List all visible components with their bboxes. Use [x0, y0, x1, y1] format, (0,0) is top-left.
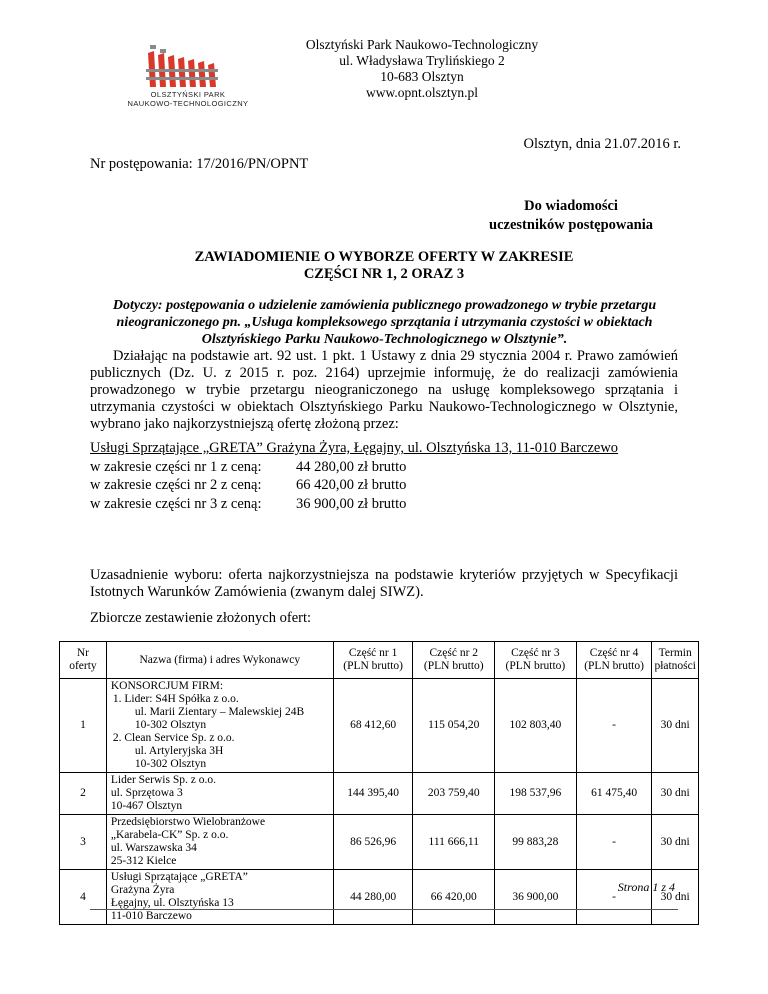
- table-row: [60, 870, 699, 925]
- title-line1: ZAWIADOMIENIE O WYBORZE OFERTY W ZAKRESIE: [194, 249, 574, 265]
- part-price: 36 900,00 zł brutto: [296, 495, 407, 512]
- opnt-logo: [118, 43, 258, 133]
- cell-part1: 44 280,00: [333, 870, 413, 925]
- justification: Uzasadnienie wyboru: oferta najkorzystniejsza na podstawie kryteriów przyjętych w Specyfikacji Istotnych Warunków Zamówienia (zwanym dalej SIWZ).: [90, 567, 678, 600]
- cell-nr: 2: [60, 773, 107, 815]
- cell-part1: 68 412,60: [333, 679, 413, 773]
- part-label: w zakresie części nr 2 z ceną:: [90, 477, 262, 493]
- logo-text-line1: OLSZTYŃSKI PARK: [150, 90, 226, 99]
- cell-part2: 66 420,00: [413, 870, 495, 925]
- cell-part1: 144 395,40: [333, 773, 413, 815]
- cell-name: Usługi Sprzątające „GRETA” Grażyna Żyra Łęgajny, ul. Olsztyńska 13 11-010 Barczewo: [106, 870, 333, 925]
- offers-table: [59, 641, 699, 925]
- winner-name: Usługi Sprzątające „GRETA” Grażyna Żyra, Łęgajny, ul. Olsztyńska 13, 11-010 Barczewo: [90, 440, 619, 456]
- subject-line: Dotyczy: postępowania o udzielenie zamówienia publicznego prowadzonego w trybie przetargu nieograniczonego pn. „Usługa kompleksowego sprzątania i utrzymania czystości w obiektach Olsztyńskiego Parku Naukowo-Technologicznego w Olsztynie”.: [112, 298, 657, 347]
- cell-nr: 1: [60, 679, 107, 773]
- header-term: Termin płatności: [652, 642, 699, 679]
- header-name: Nazwa (firma) i adres Wykonawcy: [106, 642, 333, 679]
- page-number: Strona 1 z 4: [617, 880, 675, 894]
- cell-part1: 86 526,96: [333, 815, 413, 870]
- header-nr: Nr oferty: [60, 642, 107, 679]
- cell-part4: 61 475,40: [576, 773, 652, 815]
- org-name: Olsztyński Park Naukowo-Technologiczny: [305, 37, 539, 52]
- org-city: 10-683 Olsztyn: [380, 69, 464, 84]
- cell-name: Przedsiębiorstwo Wielobranżowe „Karabela-CK” Sp. z o.o. ul. Warszawska 34 25-312 Kielce: [106, 815, 333, 870]
- table-header-row: [60, 642, 699, 679]
- recipient-line2: uczestników postępowania: [489, 217, 653, 233]
- logo-graphic-icon: [144, 43, 224, 89]
- cell-part2: 111 666,11: [413, 815, 495, 870]
- winner-part-row: [90, 458, 618, 477]
- cell-name: KONSORCJUM FIRM: 1. Lider: S4H Spółka z o.o. ul. Marii Zientary – Malewskiej 24B 10-302 Olsztyn 2. Clean Service Sp. z o.o. ul. Artyleryjska 3H 10-302 Olsztyn: [106, 679, 333, 773]
- winner-part-row: [90, 495, 618, 514]
- organization-address: [272, 37, 572, 101]
- table-row: [60, 773, 699, 815]
- part-price: 44 280,00 zł brutto: [296, 458, 407, 475]
- cell-name: Lider Serwis Sp. z o.o. ul. Sprzętowa 3 10-467 Olsztyn: [106, 773, 333, 815]
- case-number: Nr postępowania: 17/2016/PN/OPNT: [90, 156, 309, 172]
- cell-part3: 102 803,40: [495, 679, 577, 773]
- recipient-block: [489, 197, 653, 235]
- document-title: [0, 249, 768, 283]
- cell-part3: 198 537,96: [495, 773, 577, 815]
- part-price: 66 420,00 zł brutto: [296, 477, 407, 493]
- header-part3: Część nr 3 (PLN brutto): [495, 642, 577, 679]
- header-part4: Część nr 4 (PLN brutto): [576, 642, 652, 679]
- part-label: w zakresie części nr 3 z ceną:: [90, 495, 262, 512]
- body-paragraph: Działając na podstawie art. 92 ust. 1 pkt. 1 Ustawy z dnia 29 stycznia 2004 r. Prawo zamówień publicznych (Dz. U. z 2015 r. poz. 2164) uprzejmie informuję, że do realizacji zamówienia prowadzonego w trybie przetargu nieograniczonego na usługę kompleksowego sprzątania i utrzymania czystości w obiektach Olsztyńskiego Parku Naukowo-Technologicznego w Olsztynie, wybrano jako najkorzystniejszą ofertę złożoną przez:: [90, 348, 678, 432]
- table-row: [60, 679, 699, 773]
- cell-part3: 99 883,28: [495, 815, 577, 870]
- cell-nr: 3: [60, 815, 107, 870]
- org-street: ul. Władysława Trylińskiego 2: [339, 53, 505, 68]
- cell-nr: 4: [60, 870, 107, 925]
- org-website-link[interactable]: www.opnt.olsztyn.pl: [366, 85, 478, 100]
- summary-heading: Zbiorcze zestawienie złożonych ofert:: [90, 610, 312, 626]
- header-part1: Część nr 1 (PLN brutto): [333, 642, 413, 679]
- selected-offer: [90, 439, 618, 513]
- title-line2: CZĘŚCI NR 1, 2 ORAZ 3: [303, 266, 465, 282]
- document-date: Olsztyn, dnia 21.07.2016 r.: [523, 136, 681, 152]
- cell-part2: 203 759,40: [413, 773, 495, 815]
- table-row: [60, 815, 699, 870]
- cell-term: 30 dni: [652, 870, 699, 925]
- footer-divider: [90, 909, 678, 910]
- cell-term: 30 dni: [652, 773, 699, 815]
- cell-term: 30 dni: [652, 815, 699, 870]
- cell-part2: 115 054,20: [413, 679, 495, 773]
- logo-text-line2: NAUKOWO-TECHNOLOGICZNY: [127, 99, 249, 108]
- cell-part4: -: [576, 679, 652, 773]
- header-part2: Część nr 2 (PLN brutto): [413, 642, 495, 679]
- cell-part4: -: [576, 870, 652, 925]
- recipient-line1: Do wiadomości: [524, 198, 618, 214]
- cell-part3: 36 900,00: [495, 870, 577, 925]
- cell-part4: -: [576, 815, 652, 870]
- logo-text: [118, 90, 258, 108]
- part-label: w zakresie części nr 1 z ceną:: [90, 458, 262, 475]
- cell-term: 30 dni: [652, 679, 699, 773]
- winner-part-row: [90, 476, 618, 495]
